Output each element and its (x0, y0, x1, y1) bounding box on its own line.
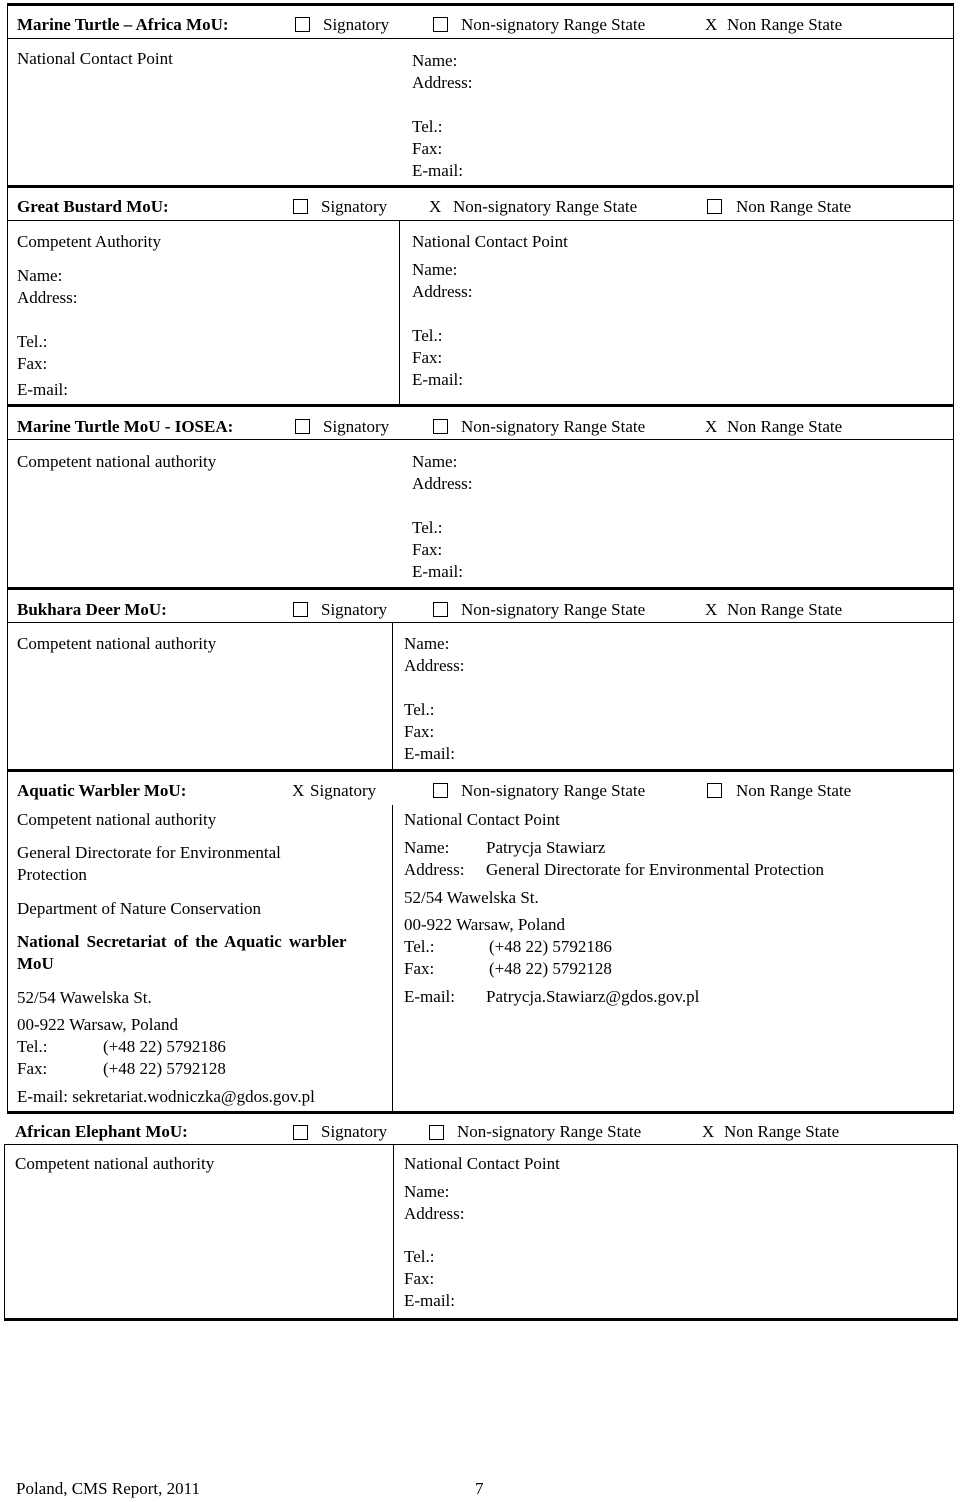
ncp-city: 00-922 Warsaw, Poland (404, 915, 566, 934)
cna-heading: Competent national authority (15, 1154, 215, 1173)
signatory-label: Signatory (321, 1122, 388, 1141)
name-label: Name: (404, 1182, 450, 1201)
ncp-heading: National Contact Point (404, 810, 560, 829)
section-bukhara-deer (7, 587, 954, 772)
fax-label: Fax: (404, 1269, 435, 1288)
non-signatory-checkbox[interactable] (433, 419, 448, 434)
email-label: E-mail: (412, 370, 463, 389)
section-title: Great Bustard MoU: (17, 197, 169, 216)
section-title: Aquatic Warbler MoU: (17, 781, 187, 800)
address-label: Address: (412, 73, 473, 92)
non-range-checkbox[interactable] (707, 783, 722, 798)
section-african-elephant (0, 1111, 960, 1323)
signatory-label: Signatory (321, 197, 388, 216)
fax-label: Fax: (412, 139, 443, 158)
signatory-label: Signatory (310, 781, 377, 800)
email-label: E-mail: (17, 380, 68, 399)
non-range-label: Non Range State (736, 197, 852, 216)
authority-secretariat-cont: MoU (17, 954, 54, 973)
name-label: Name: (412, 260, 458, 279)
non-range-label: Non Range State (727, 417, 843, 436)
non-signatory-label: Non-signatory Range State (461, 781, 646, 800)
column-divider (393, 1145, 394, 1320)
ncp-heading: National Contact Point (412, 232, 568, 251)
signatory-label: Signatory (323, 15, 390, 34)
name-label: Name: (404, 634, 450, 653)
signatory-checkbox[interactable] (295, 17, 310, 32)
section-header (7, 772, 954, 805)
selected-mark: X (705, 15, 718, 34)
non-signatory-label: Non-signatory Range State (461, 600, 646, 619)
cna-heading: Competent national authority (17, 810, 217, 829)
email-label: E-mail: (412, 562, 463, 581)
non-signatory-label: Non-signatory Range State (461, 15, 646, 34)
email-label: E-mail: (412, 161, 463, 180)
fax-label: Fax: (404, 959, 435, 978)
non-signatory-checkbox[interactable] (429, 1125, 444, 1140)
border (7, 772, 8, 1111)
page-number: 7 (475, 1479, 484, 1498)
ncp-address: General Directorate for Environmental Protection (486, 860, 824, 879)
authority-street: 52/54 Wawelska St. (17, 988, 152, 1007)
non-signatory-checkbox[interactable] (433, 783, 448, 798)
authority-dept: Department of Nature Conservation (17, 899, 262, 918)
tel-label: Tel.: (412, 326, 443, 345)
name-label: Name: (412, 452, 458, 471)
ncp-name: Patrycja Stawiarz (486, 838, 606, 857)
address-label: Address: (404, 656, 465, 675)
email-label: E-mail: (404, 1291, 455, 1310)
ncp-heading: National Contact Point (404, 1154, 560, 1173)
non-range-label: Non Range State (727, 15, 843, 34)
section-title: Marine Turtle MoU - IOSEA: (17, 417, 234, 436)
section-marine-turtle-iosea (7, 404, 954, 590)
tel-label: Tel.: (412, 117, 443, 136)
signatory-label: Signatory (321, 600, 388, 619)
authority-tel: (+48 22) 5792186 (103, 1037, 226, 1056)
ncp-fax: (+48 22) 5792128 (489, 959, 612, 978)
name-label: Name: (17, 266, 63, 285)
address-label: Address: (404, 1204, 465, 1223)
ncp-email[interactable]: Patrycja.Stawiarz@gdos.gov.pl (486, 987, 700, 1006)
authority-city: 00-922 Warsaw, Poland (17, 1015, 179, 1034)
selected-mark: X (705, 417, 718, 436)
authority-org: General Directorate for Environmental (17, 843, 281, 862)
signatory-checkbox[interactable] (293, 199, 308, 214)
authority-email: E-mail: sekretariat.wodniczka@gdos.gov.pl (17, 1087, 315, 1106)
fax-label: Fax: (404, 722, 435, 741)
non-signatory-label: Non-signatory Range State (453, 197, 638, 216)
tel-label: Tel.: (404, 937, 435, 956)
authority-secretariat: National Secretariat of the Aquatic warbler (17, 932, 347, 951)
signatory-checkbox[interactable] (295, 419, 310, 434)
ca-heading: Competent Authority (17, 232, 162, 251)
fax-label: Fax: (412, 540, 443, 559)
email-label: E-mail: (404, 744, 455, 763)
ncp-tel: (+48 22) 5792186 (489, 937, 612, 956)
signatory-checkbox[interactable] (293, 602, 308, 617)
fax-label: Fax: (412, 348, 443, 367)
section-aquatic-warbler (7, 769, 954, 1114)
cna-heading: Competent national authority (17, 634, 217, 653)
fax-label: Fax: (17, 354, 48, 373)
address-label: Address: (412, 282, 473, 301)
section-marine-turtle-africa (7, 3, 954, 188)
non-signatory-label: Non-signatory Range State (457, 1122, 642, 1141)
section-header (7, 6, 954, 39)
section-header (7, 590, 954, 623)
tel-label: Tel.: (404, 700, 435, 719)
ncp-heading: National Contact Point (17, 49, 173, 68)
section-great-bustard (7, 185, 954, 407)
section-header (7, 188, 954, 221)
name-label: Name: (404, 838, 450, 857)
authority-org-cont: Protection (17, 865, 87, 884)
address-label: Address: (412, 474, 473, 493)
ncp-street: 52/54 Wawelska St. (404, 888, 539, 907)
selected-mark: X (705, 600, 718, 619)
tel-label: Tel.: (404, 1247, 435, 1266)
selected-mark: X (429, 197, 442, 216)
column-divider (392, 623, 393, 769)
signatory-label: Signatory (323, 417, 390, 436)
section-header (7, 407, 954, 440)
elephant-box (4, 1144, 958, 1321)
non-signatory-checkbox[interactable] (433, 17, 448, 32)
section-title: Marine Turtle – Africa MoU: (17, 15, 229, 34)
non-signatory-checkbox[interactable] (433, 602, 448, 617)
tel-label: Tel.: (17, 332, 48, 351)
fax-label: Fax: (17, 1059, 48, 1078)
selected-mark: X (292, 781, 305, 800)
authority-fax: (+48 22) 5792128 (103, 1059, 226, 1078)
non-range-label: Non Range State (736, 781, 852, 800)
non-range-label: Non Range State (727, 600, 843, 619)
selected-mark: X (702, 1122, 715, 1141)
address-label: Address: (404, 860, 465, 879)
border (953, 772, 954, 1111)
section-title: Bukhara Deer MoU: (17, 600, 167, 619)
cna-heading: Competent national authority (17, 452, 217, 471)
non-range-label: Non Range State (724, 1122, 840, 1141)
column-divider (399, 221, 400, 404)
tel-label: Tel.: (17, 1037, 48, 1056)
footer-text: Poland, CMS Report, 2011 (16, 1479, 201, 1498)
tel-label: Tel.: (412, 518, 443, 537)
non-range-checkbox[interactable] (707, 199, 722, 214)
email-label: E-mail: (404, 987, 455, 1006)
name-label: Name: (412, 51, 458, 70)
signatory-checkbox[interactable] (293, 1125, 308, 1140)
non-signatory-label: Non-signatory Range State (461, 417, 646, 436)
column-divider (392, 805, 393, 1111)
address-label: Address: (17, 288, 78, 307)
section-title: African Elephant MoU: (15, 1122, 188, 1141)
